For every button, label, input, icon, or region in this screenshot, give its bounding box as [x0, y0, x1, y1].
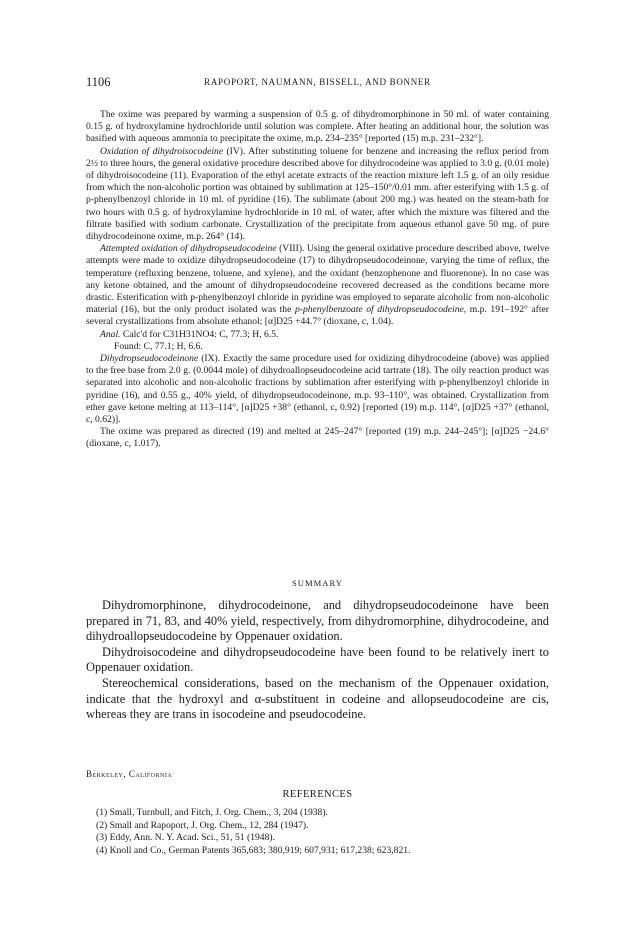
reference-item: (2) Small and Rapoport, J. Org. Chem., 12, 284 (1947). — [96, 819, 309, 831]
page-header — [86, 75, 549, 91]
dihydropseudocodeinone-text: (IX). Exactly the same procedure used for oxidizing dihydrocodeine (above) was applied to the free base from 2.0 g. (0.0044 mole) of dihydroallopseudocodeine acid tartrate (18). The oily reaction product was separated into alcoholic and non-alcoholic fractions by sublimation after esterifying with p-phenylbenzoyl chloride in pyridine (16), and 0.55 g., 40% yield, of dihydropseudocodeinone, m.p. 93–110°, was obtained. Crystallization from ether gave ketone melting at 113–114°, [α]D25 +38° (ethanol, c, 0.92) [reported (19) m.p. 114°, [α]D25 +37° (ethanol, c, 0.62)]. — [86, 353, 549, 426]
attempted-oxidation-title: Attempted oxidation of dihydropseudocodeine — [100, 243, 277, 255]
oxidation-isocodeine-text: (IV). After substituting toluene for benzene and increasing the reflux period from 2½ to three hours, the general oxidative procedure described above for dihydrocodeine was applied to 3.0 g. (0.01 mole) of dihydroisocodeine (11). Evaporation of the ethyl acetate extracts of the reaction mixture left 1.5 g. of an oily residue from which the non-alcoholic portion was obtained by sublimation at 125–150°/0.01 mm. after esterifying with 1.5 g. of p-phenylbenzoyl chloride in 10 ml. of pyridine (16). The sublimate (about 200 mg.) was heated on the steam-bath for two hours with 0.5 g. of hydroxylamine hydrochloride in 10 ml. of water, after which the mixture was filtered and the filtrate basified with sodium carbonate. Crystallization of the precipitate from aqueous ethanol gave 50 mg. of pure dihydrocodeinone oxime, m.p. 264° (14). — [86, 145, 549, 243]
analysis-label: Anal. — [100, 328, 121, 340]
summary-paragraph-2: Dihydroisocodeine and dihydropseudocodeine have been found to be relatively inert to Oppenauer oxidation. — [86, 644, 549, 675]
reference-item: (3) Eddy, Ann. N. Y. Acad. Sci., 51, 51 (1948). — [96, 832, 275, 843]
reference-item: (4) Knoll and Co., German Patents 365,683; 380,919; 607,931; 617,238; 623,821. — [96, 844, 411, 856]
analysis-found-line: Found: C, 77.1; H, 6.6. — [114, 340, 203, 352]
author-location: Berkeley, California — [86, 769, 173, 779]
references-list — [86, 807, 549, 857]
references-heading: REFERENCES — [282, 789, 353, 800]
reference-item: (1) Small, Turnbull, and Fitch, J. Org. Chem., 3, 204 (1938). — [96, 807, 328, 818]
oxidation-isocodeine-paragraph — [86, 146, 549, 244]
analysis-calc-text: Calc'd for C31H31NO4: C, 77.3; H, 6.5. — [120, 328, 279, 340]
oxime-paragraph: The oxime was prepared by warming a suspension of 0.5 g. of dihydromorphinone in 50 ml. of water containing 0.15 g. of hydroxylamine hydrochloride until solution was complete. After heating an additional hour, the solution was basified with aqueous ammonia to precipitate the oxime, m.p. 234–235° [reported (15) m.p. 231–232°]. — [86, 109, 549, 145]
attempted-oxidation-text-2: , m.p. 191–192° after several crystallizations from absolute ethanol; [α]D25 +44.7° (dioxane, c, 1.04). — [86, 304, 549, 328]
attempted-oxidation-ester: p-phenylbenzoate of dihydropseudocodeine — [294, 304, 464, 316]
analysis-calc-line — [86, 329, 549, 341]
attempted-oxidation-text-1: (VIII). Using the general oxidative procedure described above, twelve attempts were made to oxidize dihydropseudocodeine (17) to dihydropseudocodeinone, varying the time of reflux, the temperature (refluxing benzene, toluene, and xylene), and the oxidant (benzophenone and fluorenone). In no case was any ketone obtained, and the amount of dihydropseudocodeine recovered decreased as the conditions became more drastic. Esterification with p-phenylbenzoyl chloride in pyridine was employed to separate alcoholic from non-alcoholic material (16), but the only product isolated was the — [86, 243, 549, 316]
summary-heading: SUMMARY — [292, 578, 343, 588]
experimental-section — [86, 109, 549, 451]
summary-paragraph-3: Stereochemical considerations, based on the mechanism of the Oppenauer oxidation, indicate that the hydroxyl and α-substituent in codeine and allopseudocodeine are cis, whereas they are trans in isocodeine and pseudocodeine. — [86, 675, 549, 722]
running-title: RAPOPORT, NAUMANN, BISSELL, AND BONNER — [204, 77, 431, 87]
dihydropseudocodeinone-title: Dihydropseudocodeinone — [100, 353, 199, 365]
dihydropseudocodeinone-paragraph — [86, 353, 549, 426]
summary-paragraph-1: Dihydromorphinone, dihydrocodeinone, and dihydropseudocodeinone have been prepared in 71, 83, and 40% yield, respectively, from dihydromorphine, dihydrocodeine, and dihydroallopseudocodeine by Oppenauer oxidation. — [86, 598, 549, 644]
attempted-oxidation-paragraph — [86, 243, 549, 328]
summary-section — [86, 598, 549, 723]
oxime-2-paragraph: The oxime was prepared as directed (19) and melted at 245–247° [reported (19) m.p. 244–245°]; [α]D25 −24.6° (dioxane, c, 1.017). — [86, 426, 549, 450]
oxidation-isocodeine-title: Oxidation of dihydroisocodeine — [100, 145, 224, 157]
page-number: 1106 — [86, 75, 111, 89]
